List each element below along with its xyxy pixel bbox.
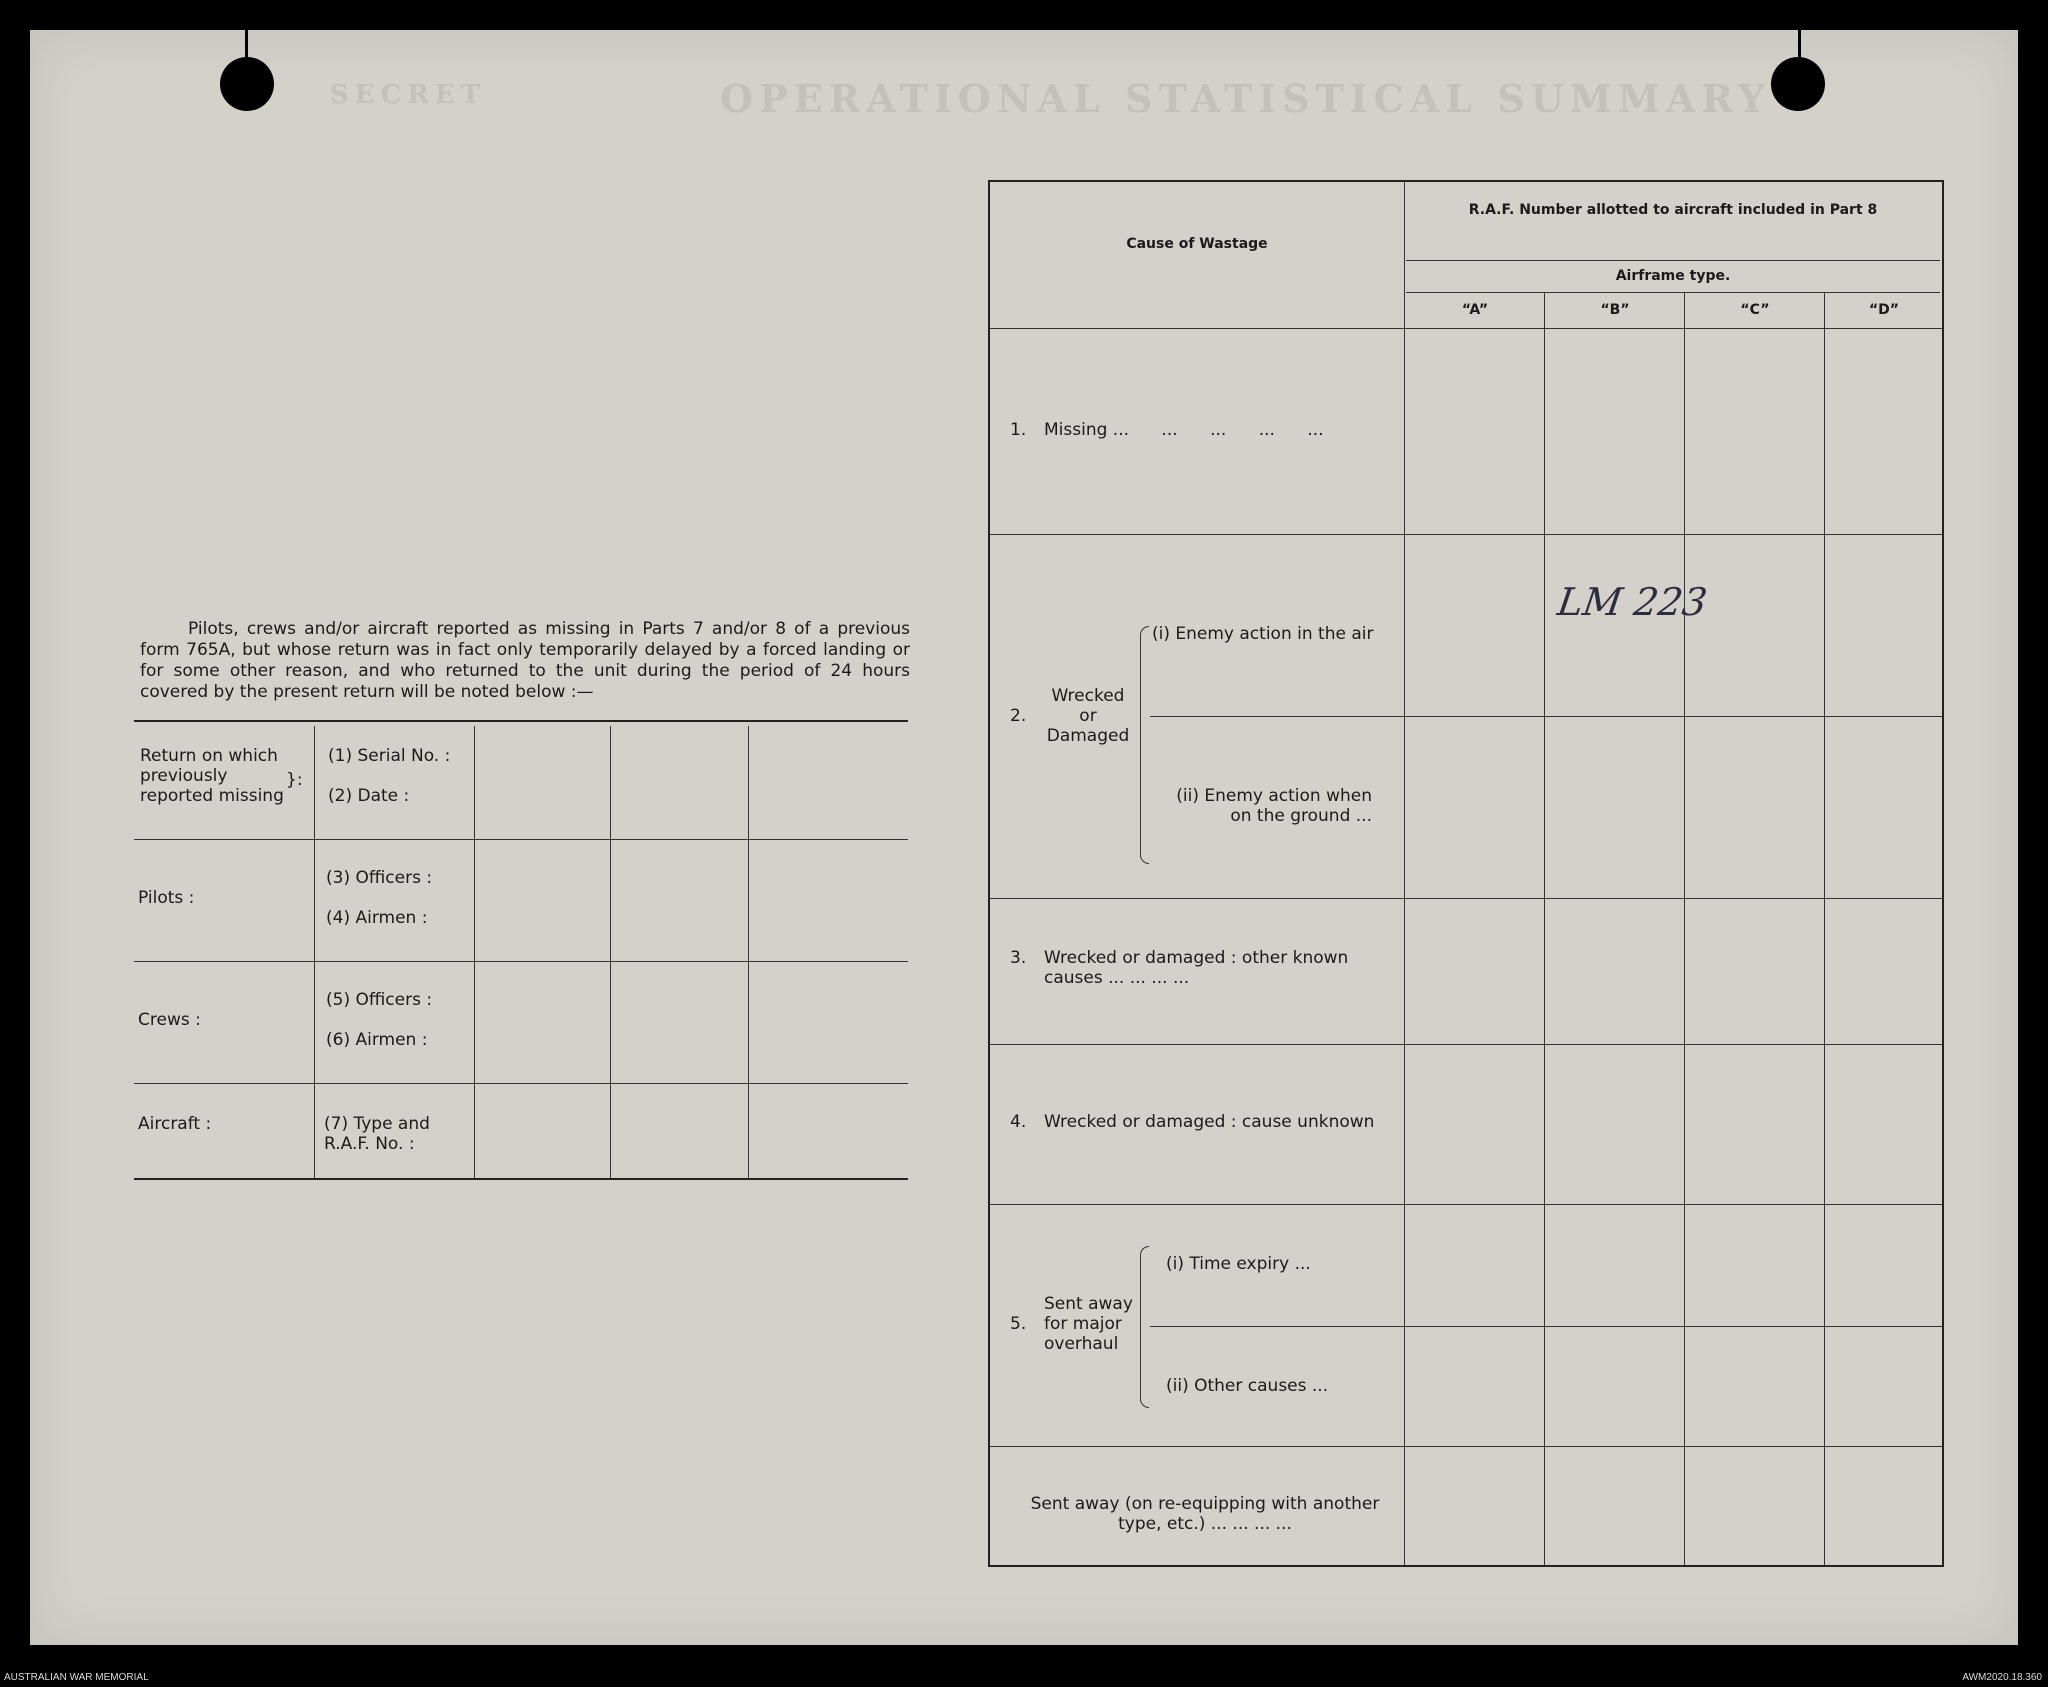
- col-header-a: “A”: [1461, 302, 1489, 318]
- label-airmen-4: (4) Airmen :: [326, 908, 428, 928]
- row-divider: [990, 1204, 1942, 1205]
- handwritten-serial: LM 223: [1554, 580, 1710, 624]
- header-raf-number: R.A.F. Number allotted to aircraft included in Part 8: [1468, 202, 1878, 218]
- label-crews: Crews :: [138, 1010, 201, 1030]
- row-2-sub-ii: (ii) Enemy action when on the ground ...: [1176, 786, 1372, 826]
- col-header-b: “B”: [1600, 302, 1630, 318]
- label-date: (2) Date :: [328, 786, 410, 806]
- label-airmen-6: (6) Airmen :: [326, 1030, 428, 1050]
- header-divider: [1406, 292, 1940, 293]
- instruction-paragraph: Pilots, crews and/or aircraft reported as missing in Parts 7 and/or 8 of a previous form 765A, but whose return was in fact only temporarily delayed by a forced landing or for some other reason, and who returned to the unit during the period of 24 hours covered by the present return will be noted below :—: [140, 619, 910, 702]
- row-5-brace: [1140, 1246, 1149, 1408]
- label-return: Return on which previously reported missing: [140, 746, 284, 806]
- returned-table: [134, 720, 908, 1180]
- row-divider: [990, 1044, 1942, 1045]
- subrow-divider: [1150, 716, 1942, 717]
- label-type-no: (7) Type and R.A.F. No. :: [324, 1114, 430, 1154]
- footer-credit: AUSTRALIAN WAR MEMORIAL: [4, 1672, 149, 1683]
- col-header-d: “D”: [1868, 302, 1900, 318]
- row-1-number: 1.: [1010, 420, 1027, 440]
- row-divider: [990, 1446, 1942, 1447]
- row-divider: [990, 898, 1942, 899]
- label-officers-3: (3) Officers :: [326, 868, 433, 888]
- row-4-label: Wrecked or damaged : cause unknown: [1044, 1112, 1375, 1132]
- header-cause: Cause of Wastage: [1126, 236, 1268, 252]
- col-divider: [610, 726, 611, 1178]
- col-header-c: “C”: [1740, 302, 1770, 318]
- row-2-brace: [1140, 626, 1149, 864]
- label-aircraft: Aircraft :: [138, 1114, 212, 1134]
- row-divider: [134, 963, 908, 1084]
- row-2-sub-i: (i) Enemy action in the air: [1152, 624, 1374, 644]
- header-divider: [1406, 260, 1940, 261]
- row-3-number: 3.: [1010, 948, 1027, 968]
- col-divider-main: [1404, 182, 1405, 1565]
- row-5-number: 5.: [1010, 1314, 1027, 1334]
- row-divider: [134, 841, 908, 962]
- label-officers-5: (5) Officers :: [326, 990, 433, 1010]
- row-5-sub-i: (i) Time expiry ...: [1166, 1254, 1311, 1274]
- label-pilots: Pilots :: [138, 888, 195, 908]
- col-divider-b-c: [1684, 292, 1685, 1565]
- bleed-secret: SECRET: [330, 80, 487, 110]
- row-3-label: Wrecked or damaged : other known causes ... ... ... ...: [1044, 948, 1349, 988]
- col-divider: [748, 726, 749, 1178]
- row-4-number: 4.: [1010, 1112, 1027, 1132]
- col-divider-c-d: [1824, 292, 1825, 1565]
- row-2-label: Wrecked or Damaged: [1046, 686, 1130, 746]
- punch-hole-left: [220, 57, 274, 111]
- col-divider: [314, 726, 315, 1178]
- header-airframe: Airframe type.: [1615, 268, 1731, 284]
- label-serial: (1) Serial No. :: [328, 746, 451, 766]
- label-return-brace: }:: [286, 770, 303, 790]
- row-divider: [990, 328, 1942, 329]
- wastage-table: [988, 180, 1944, 1567]
- row-5-label: Sent away for major overhaul: [1044, 1294, 1133, 1354]
- punch-hole-right: [1771, 57, 1825, 111]
- subrow-divider: [1150, 1326, 1942, 1327]
- footer-accession: AWM2020.18.360: [1962, 1672, 2042, 1683]
- bleed-heading: OPERATIONAL STATISTICAL SUMMARY: [720, 76, 1771, 121]
- row-2-number: 2.: [1010, 706, 1027, 726]
- row-divider: [990, 534, 1942, 535]
- col-divider: [474, 726, 475, 1178]
- row-5-sub-ii: (ii) Other causes ...: [1166, 1376, 1329, 1396]
- row-6-label: Sent away (on re-equipping with another type, etc.) ... ... ... ...: [1030, 1494, 1380, 1534]
- row-1-label: Missing ... ... ... ... ...: [1044, 420, 1324, 440]
- col-divider-a-b: [1544, 292, 1545, 1565]
